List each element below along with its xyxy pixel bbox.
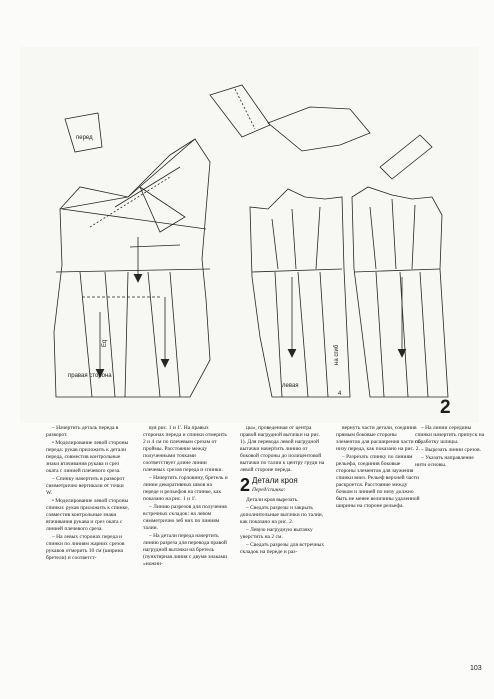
section-subtitle: Перед/спинка: xyxy=(252,487,286,493)
text-column-4 xyxy=(336,425,421,657)
text-column-3 xyxy=(240,425,325,657)
paragraph: – Разрезать спинку по линиям рельефа, соединив боковые стороны элементов для заужения спинки вниз. Рельеф верхней части раскроется. Расстояние между бочком и линией по низу должно быть не менее величины удаленной ширины на стороне рельефа. xyxy=(336,454,420,509)
label-right-side: правая сторона xyxy=(68,373,112,379)
paragraph: – Спинку начертить в разворот симметрично вертикали от точки W. xyxy=(46,476,125,496)
paragraph: – На линии середины спинки начертить припуск на обработку шлицы. xyxy=(415,425,485,445)
paragraph: – Начертить горловину, бретель и линии декоративных швов на переде и рельефов на спинке, как показано на рис. 1 и 1'. xyxy=(143,475,228,502)
section-number: 2 xyxy=(240,475,251,495)
paragraph: – Левую нагрудную вытачку уверстить на 2 см. xyxy=(240,527,313,540)
paragraph: вуя рис. 1 и 1'. На правых сторонах переда и спинки отмерить 2 и 4 см по плечевым срезам от проймы. Расстояние между полученными точками соответствует длине линии плечевых срезов переда и спинки. xyxy=(143,425,227,473)
label-fold: на сгиб xyxy=(334,344,340,365)
pattern-drawing xyxy=(20,47,479,423)
paragraph: – Линию разрезов для получения встречных складок: на левом симметрично зеб них по линиям талии. xyxy=(143,504,227,531)
paragraph: • Моделирование левой стороны спинки: рукав приложить к спинке, совместив контрольные знаки втачивания рукава и срез оката с линией плечевого среза. xyxy=(46,498,129,532)
paragraph: – Начертить деталь переда в разворот. xyxy=(46,425,119,438)
paragraph: – Сведать разрезы и закрыть дополнительные вытачки по талии, как показано на рис. 2. xyxy=(240,505,324,525)
paragraph: цы», проведенная от центра правой нагрудной вытачки на рис. 1). Для перевода левой нагрудной вытачки начертить линию от боковой стороны до полицентовой вытачки по талии к центру груди на левой стороне переда. xyxy=(240,425,325,473)
text-column-1 xyxy=(46,425,131,657)
figure-number: 2 xyxy=(440,397,451,418)
paragraph: вернуть части детали, соединив прямым боковые стороны элементов для расширения части по низу переда, как показано на рис. 2. xyxy=(336,425,421,452)
paragraph: Детали кроя вырезать. xyxy=(246,497,299,503)
label-grain: Eq xyxy=(102,339,108,347)
paragraph: – Указать направление нити основы. xyxy=(415,455,474,468)
text-column-5 xyxy=(415,425,485,657)
text-column-2 xyxy=(143,425,228,657)
paragraph: • Моделирование левой стороны переда: рукав приложить к детали переда, совместив контрольные знаки втачивания рукава и срез оката с линией плечевого среза. xyxy=(46,440,129,474)
label-num-4: 4 xyxy=(338,391,342,397)
page-number: 103 xyxy=(470,665,482,672)
label-left: левая xyxy=(282,383,299,389)
paragraph: – Вырезать линии срезов. xyxy=(421,447,481,453)
label-front: перед xyxy=(76,135,93,141)
paragraph: – На детали переда начертить линию разреза для перевода правой нагрудной вытачки на бретель (пунктирная линия с двумя знаками «ножни- xyxy=(143,533,228,567)
pattern-figure xyxy=(20,47,479,423)
paragraph: – На левых сторонах переда и спинки по линиям жарних срезов рукавов отмерить 10 см (ширина бретели) и соответст- xyxy=(46,534,125,561)
paragraph: – Сведать разрезы для встречных складок на переде и раз- xyxy=(240,542,325,555)
section-title: Детали кроя xyxy=(252,476,298,485)
